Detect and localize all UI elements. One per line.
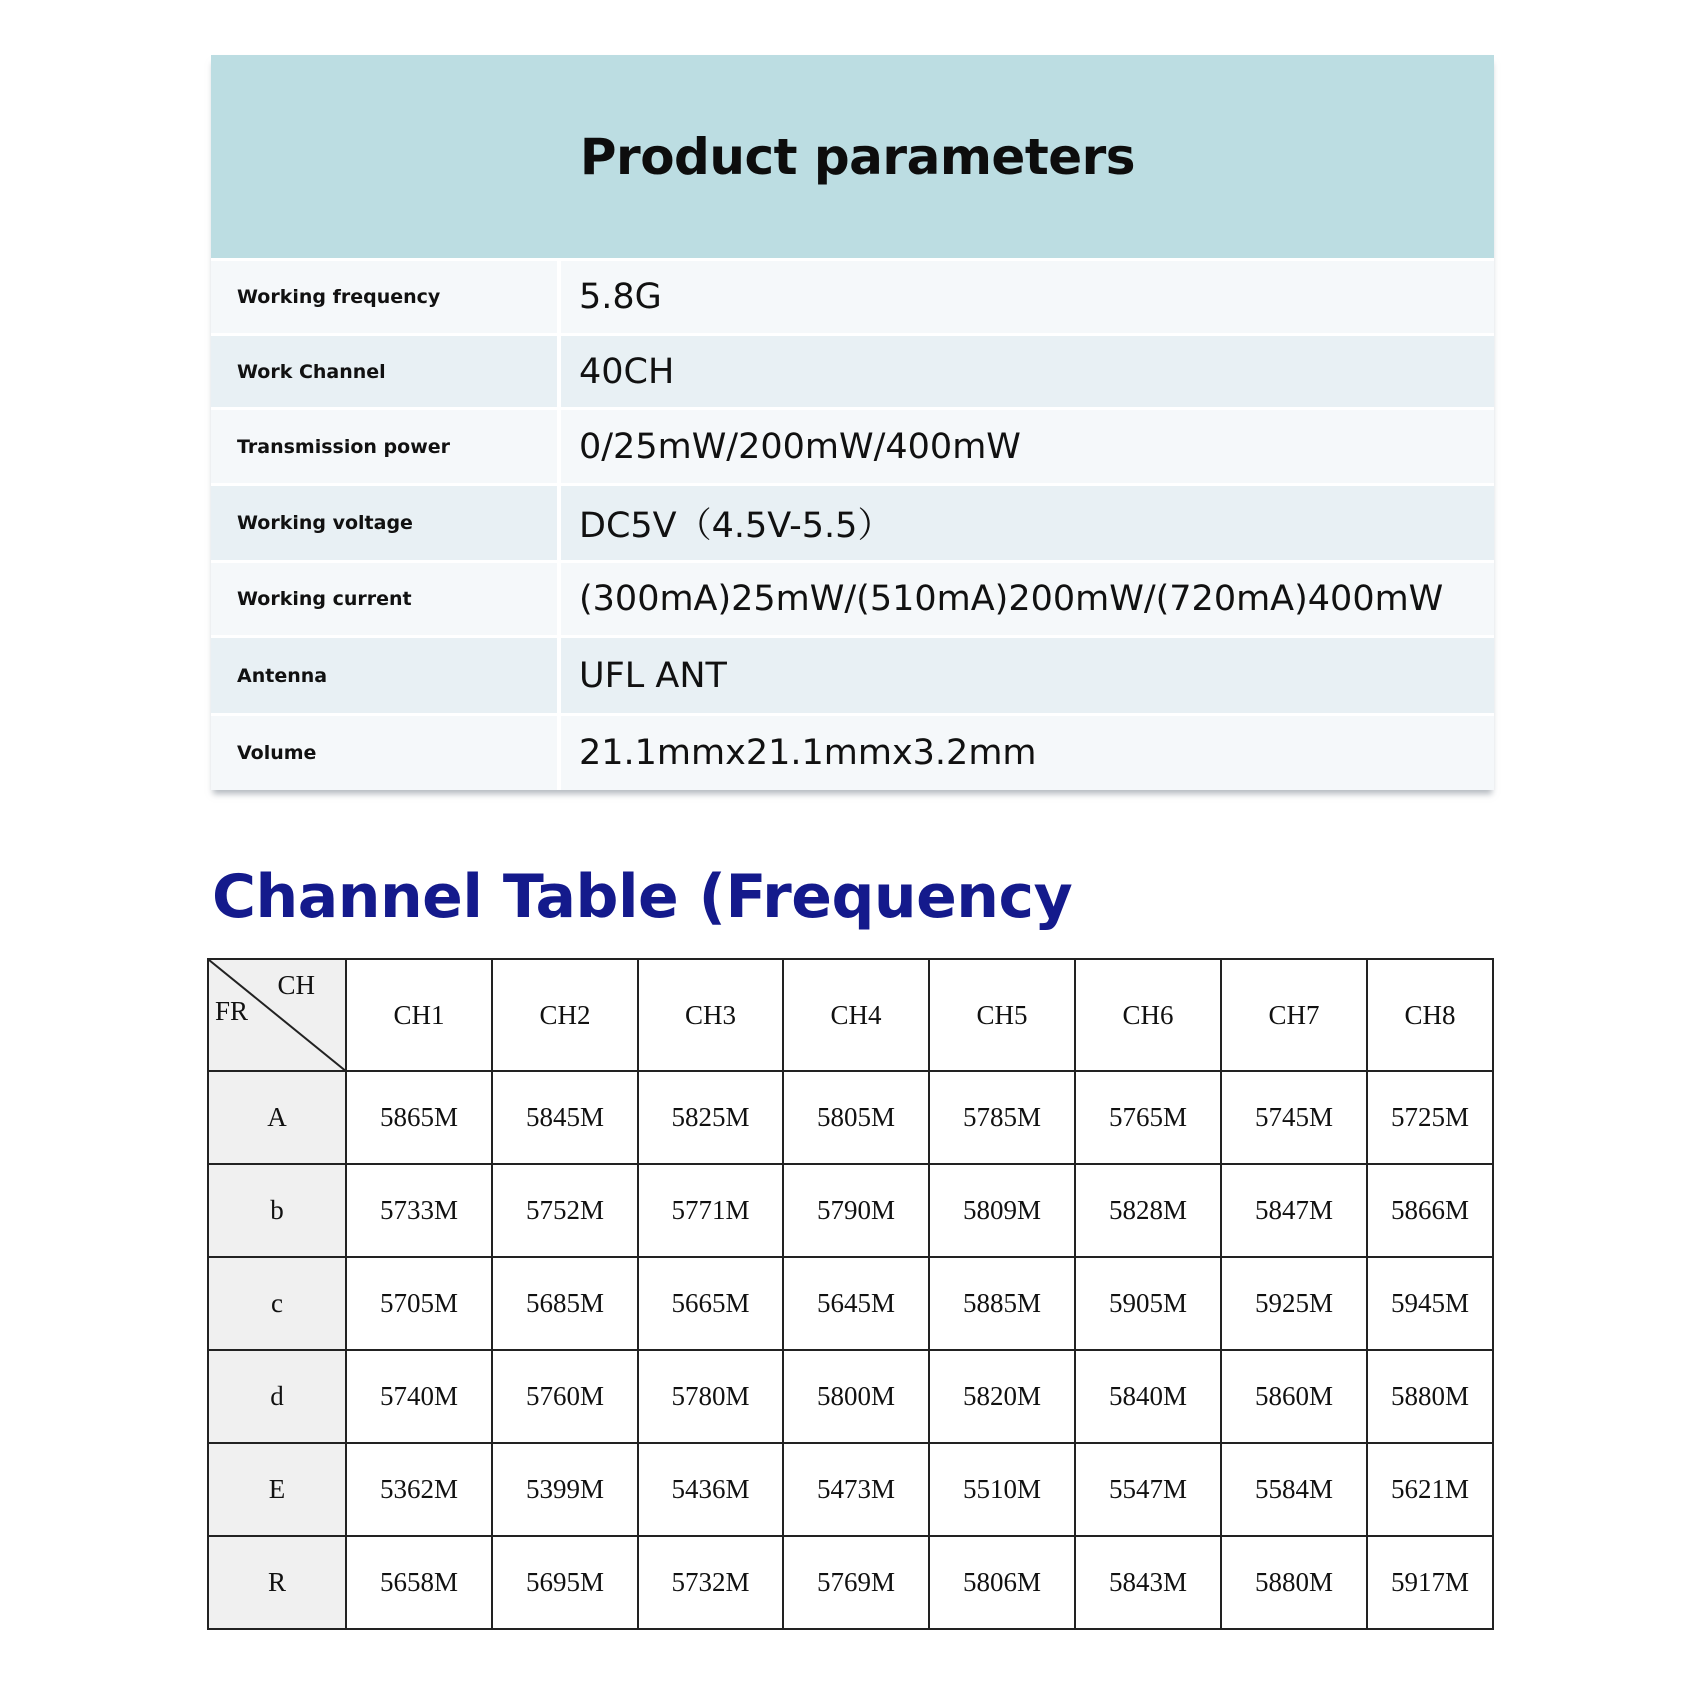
param-label: Work Channel	[211, 336, 561, 407]
param-label: Transmission power	[211, 410, 561, 483]
frequency-cell: 5771M	[638, 1164, 783, 1257]
channel-table-heading: Channel Table (Frequency	[212, 862, 1073, 932]
param-row-volume	[211, 713, 1494, 790]
frequency-cell: 5752M	[492, 1164, 638, 1257]
channel-table	[207, 958, 1494, 1630]
column-header: CH4	[783, 959, 929, 1071]
column-header: CH5	[929, 959, 1075, 1071]
table-row	[208, 1071, 1493, 1164]
frequency-cell: 5880M	[1221, 1536, 1367, 1629]
param-label: Volume	[211, 716, 561, 790]
param-label: Working frequency	[211, 261, 561, 333]
frequency-cell: 5820M	[929, 1350, 1075, 1443]
param-value: 0/25mW/200mW/400mW	[579, 426, 1021, 467]
frequency-cell: 5800M	[783, 1350, 929, 1443]
band-label: R	[208, 1536, 346, 1629]
frequency-cell: 5740M	[346, 1350, 492, 1443]
corner-ch-label: CH	[277, 970, 315, 1000]
param-label: Working voltage	[211, 486, 561, 560]
frequency-cell: 5769M	[783, 1536, 929, 1629]
table-row	[208, 1257, 1493, 1350]
channel-table-body	[208, 1071, 1493, 1629]
frequency-cell: 5845M	[492, 1071, 638, 1164]
corner-cell	[208, 959, 346, 1071]
frequency-cell: 5825M	[638, 1071, 783, 1164]
frequency-cell: 5925M	[1221, 1257, 1367, 1350]
product-parameters-header	[211, 55, 1494, 258]
frequency-cell: 5843M	[1075, 1536, 1221, 1629]
param-row-working-current	[211, 560, 1494, 635]
table-row	[208, 1443, 1493, 1536]
frequency-cell: 5547M	[1075, 1443, 1221, 1536]
band-label: A	[208, 1071, 346, 1164]
frequency-cell: 5828M	[1075, 1164, 1221, 1257]
frequency-cell: 5436M	[638, 1443, 783, 1536]
band-label: b	[208, 1164, 346, 1257]
frequency-cell: 5885M	[929, 1257, 1075, 1350]
band-label: c	[208, 1257, 346, 1350]
frequency-cell: 5695M	[492, 1536, 638, 1629]
corner-fr-label: FR	[215, 996, 249, 1026]
frequency-cell: 5733M	[346, 1164, 492, 1257]
table-row	[208, 1350, 1493, 1443]
param-value: UFL ANT	[579, 655, 727, 696]
frequency-cell: 5473M	[783, 1443, 929, 1536]
band-label: d	[208, 1350, 346, 1443]
param-row-antenna	[211, 635, 1494, 713]
frequency-cell: 5658M	[346, 1536, 492, 1629]
param-value: 5.8G	[579, 277, 662, 317]
frequency-cell: 5732M	[638, 1536, 783, 1629]
column-header: CH7	[1221, 959, 1367, 1071]
frequency-cell: 5705M	[346, 1257, 492, 1350]
frequency-cell: 5790M	[783, 1164, 929, 1257]
frequency-cell: 5362M	[346, 1443, 492, 1536]
frequency-cell: 5584M	[1221, 1443, 1367, 1536]
table-row	[208, 1536, 1493, 1629]
frequency-cell: 5866M	[1367, 1164, 1493, 1257]
frequency-cell: 5860M	[1221, 1350, 1367, 1443]
band-label: E	[208, 1443, 346, 1536]
frequency-cell: 5809M	[929, 1164, 1075, 1257]
param-label: Working current	[211, 563, 561, 635]
channel-header-row	[208, 959, 1493, 1071]
param-value: DC5V（4.5V-5.5）	[579, 506, 893, 546]
param-row-working-voltage	[211, 483, 1494, 560]
frequency-cell: 5880M	[1367, 1350, 1493, 1443]
frequency-cell: 5621M	[1367, 1443, 1493, 1536]
column-header: CH3	[638, 959, 783, 1071]
frequency-cell: 5905M	[1075, 1257, 1221, 1350]
frequency-cell: 5745M	[1221, 1071, 1367, 1164]
frequency-cell: 5847M	[1221, 1164, 1367, 1257]
frequency-cell: 5865M	[346, 1071, 492, 1164]
param-label: Antenna	[211, 638, 561, 713]
table-row	[208, 1164, 1493, 1257]
frequency-cell: 5399M	[492, 1443, 638, 1536]
frequency-cell: 5785M	[929, 1071, 1075, 1164]
product-parameters-panel	[211, 55, 1494, 790]
param-value: (300mA)25mW/(510mA)200mW/(720mA)400mW	[579, 579, 1444, 619]
frequency-cell: 5840M	[1075, 1350, 1221, 1443]
frequency-cell: 5510M	[929, 1443, 1075, 1536]
column-header: CH6	[1075, 959, 1221, 1071]
param-row-working-frequency	[211, 258, 1494, 333]
frequency-cell: 5760M	[492, 1350, 638, 1443]
frequency-cell: 5945M	[1367, 1257, 1493, 1350]
frequency-cell: 5665M	[638, 1257, 783, 1350]
param-value: 21.1mmx21.1mmx3.2mm	[579, 733, 1037, 773]
frequency-cell: 5917M	[1367, 1536, 1493, 1629]
column-header: CH8	[1367, 959, 1493, 1071]
product-parameters-title: Product parameters	[579, 127, 1136, 186]
param-row-transmission-power	[211, 407, 1494, 483]
frequency-cell: 5725M	[1367, 1071, 1493, 1164]
frequency-cell: 5805M	[783, 1071, 929, 1164]
frequency-cell: 5685M	[492, 1257, 638, 1350]
column-header: CH2	[492, 959, 638, 1071]
frequency-cell: 5780M	[638, 1350, 783, 1443]
frequency-cell: 5645M	[783, 1257, 929, 1350]
param-value: 40CH	[579, 351, 675, 392]
param-row-work-channel	[211, 333, 1494, 407]
frequency-cell: 5765M	[1075, 1071, 1221, 1164]
column-header: CH1	[346, 959, 492, 1071]
frequency-cell: 5806M	[929, 1536, 1075, 1629]
